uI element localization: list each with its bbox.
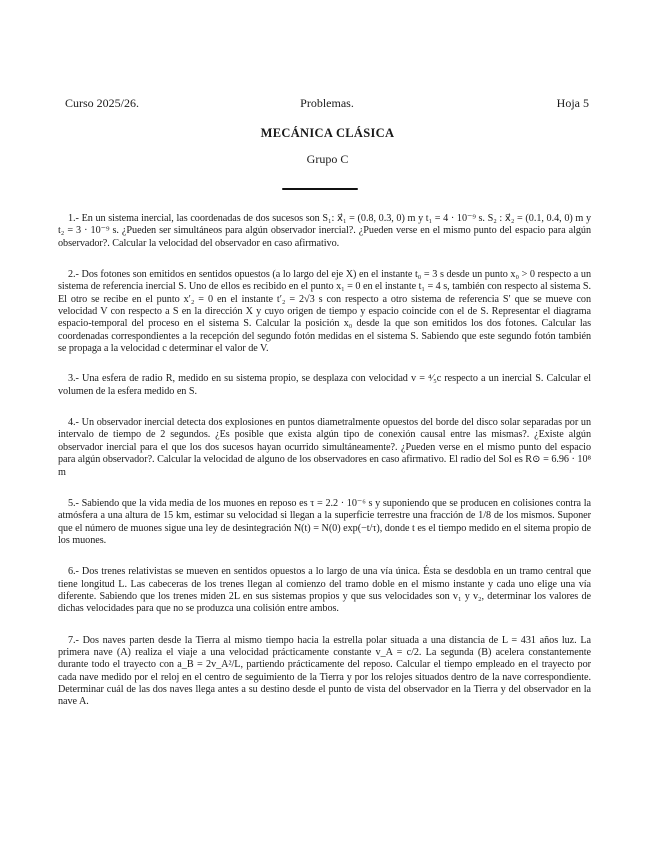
problem-2: 2.- Dos fotones son emitidos en sentidos opuestos (a lo largo del eje X) en el instante t₀ = 3 s desde un punto x₀ > 0 respecto a un sistema de referencia inercial S. Uno de ellos es recibido en el punto x₁ = 0 en el instante t₁ = 4 s, también con respecto al sistema S. El otro se recibe en el punto x′₂ = 0 en el instante t′₂ = 2√3 s con respecto a otro sistema de referencia S′ que se mueve con velocidad V con respecto a S en la dirección X y cuyo origen de tiempo y espacio coincide con el de S. Representar el diagrama espacio-temporal del proceso en el sistema S. Calcular la posición x₀ desde la que son emitidos los dos fotones. Calcular las coordenadas correspondientes a la recepción del segundo fotón medidas en el sistema S. Sabiendo que este segundo fotón también se propaga a la velocidad c determinar el valor de V. — [58, 269, 591, 355]
problem-list — [58, 213, 591, 728]
problem-1: 1.- En un sistema inercial, las coordenadas de dos sucesos son S₁: x⃗₁ = (0.8, 0.3, 0) m y t₁ = 4 · 10⁻⁹ s. S₂ : x⃗₂ = (0.1, 0.4, 0) m y t₂ = 3 · 10⁻⁹ s. ¿Pueden ser simultáneos para algún observador inercial?. ¿Pueden verse en el mismo punto del espacio para algún observador?. Calcular la velocidad del observador en caso afirmativo. — [58, 213, 591, 249]
page-header — [65, 96, 589, 112]
group-label: Grupo C — [306, 152, 349, 166]
problem-6: 6.- Dos trenes relativistas se mueven en sentidos opuestos a lo largo de una vía única. Ésta se desdobla en un tramo central que tiene longitud L. Las cabeceras de los trenes llegan al comienzo del tramo doble en el mismo instante y cada uno elige una vía diferente. Sabiendo que los trenes miden 2L en sus sistemas propios y que sus velocidades son v₁ y v₂, determinar los valores de dichas velocidades para que no se produzca una colisión entre ambos. — [58, 566, 591, 615]
sheet-label: Hoja 5 — [556, 96, 589, 110]
document-title: MECÁNICA CLÁSICA — [260, 126, 395, 140]
section-label: Problemas. — [300, 96, 354, 110]
problem-4: 4.- Un observador inercial detecta dos explosiones en puntos diametralmente opuestos del borde del disco solar separadas por un intervalo de tiempo de 2 segundos. ¿Es posible que exista algún tipo de conexión causal entre las mismas?. ¿Existe algún observador inercial para el que los dos sucesos hayan ocurrido simultáneamente?. ¿Pueden verse en el mismo punto del espacio para algún observador?. Calcular la velocidad de alguno de los observadores en caso afirmativo. El radio del Sol es R⊙ = 6.96 · 10⁸ m — [58, 417, 591, 478]
problem-7: 7.- Dos naves parten desde la Tierra al mismo tiempo hacia la estrella polar situada a una distancia de L = 431 años luz. La primera nave (A) realiza el viaje a una velocidad prácticamente constante v_A = c/2. La segunda (B) acelera constantemente durante todo el trayecto con a_B = 2v_A²/L, partiendo prácticamente del reposo. Calcular el tiempo empleado en el trayecto por cada nave medido por el reloj en el centro de seguimiento de la Tierra y por los relojes situados dentro de la nave correspondiente. Determinar cuál de las dos naves llega antes a su destino desde el punto de vista del observador en la Tierra y del observador en la nave A. — [58, 634, 591, 708]
course-label: Curso 2025/26. — [65, 96, 140, 110]
title-divider — [282, 188, 358, 190]
problem-3: 3.- Una esfera de radio R, medido en su sistema propio, se desplaza con velocidad v = ⁴⁄₅c respecto a un inercial S. Calcular el volumen de la esfera medido en S. — [58, 373, 591, 397]
problem-5: 5.- Sabiendo que la vida media de los muones en reposo es τ = 2.2 · 10⁻⁶ s y suponiendo que se producen en colisiones contra la atmósfera a una altura de 15 km, estimar su velocidad si llegan a la superficie terrestre una fracción de 1/8 de los mismos. Suponer que el número de muones sigue una ley de desintegración N(t) = N(0) exp(−t/τ), donde t es el tiempo medido en el sitema propio de los muones. — [58, 497, 591, 546]
